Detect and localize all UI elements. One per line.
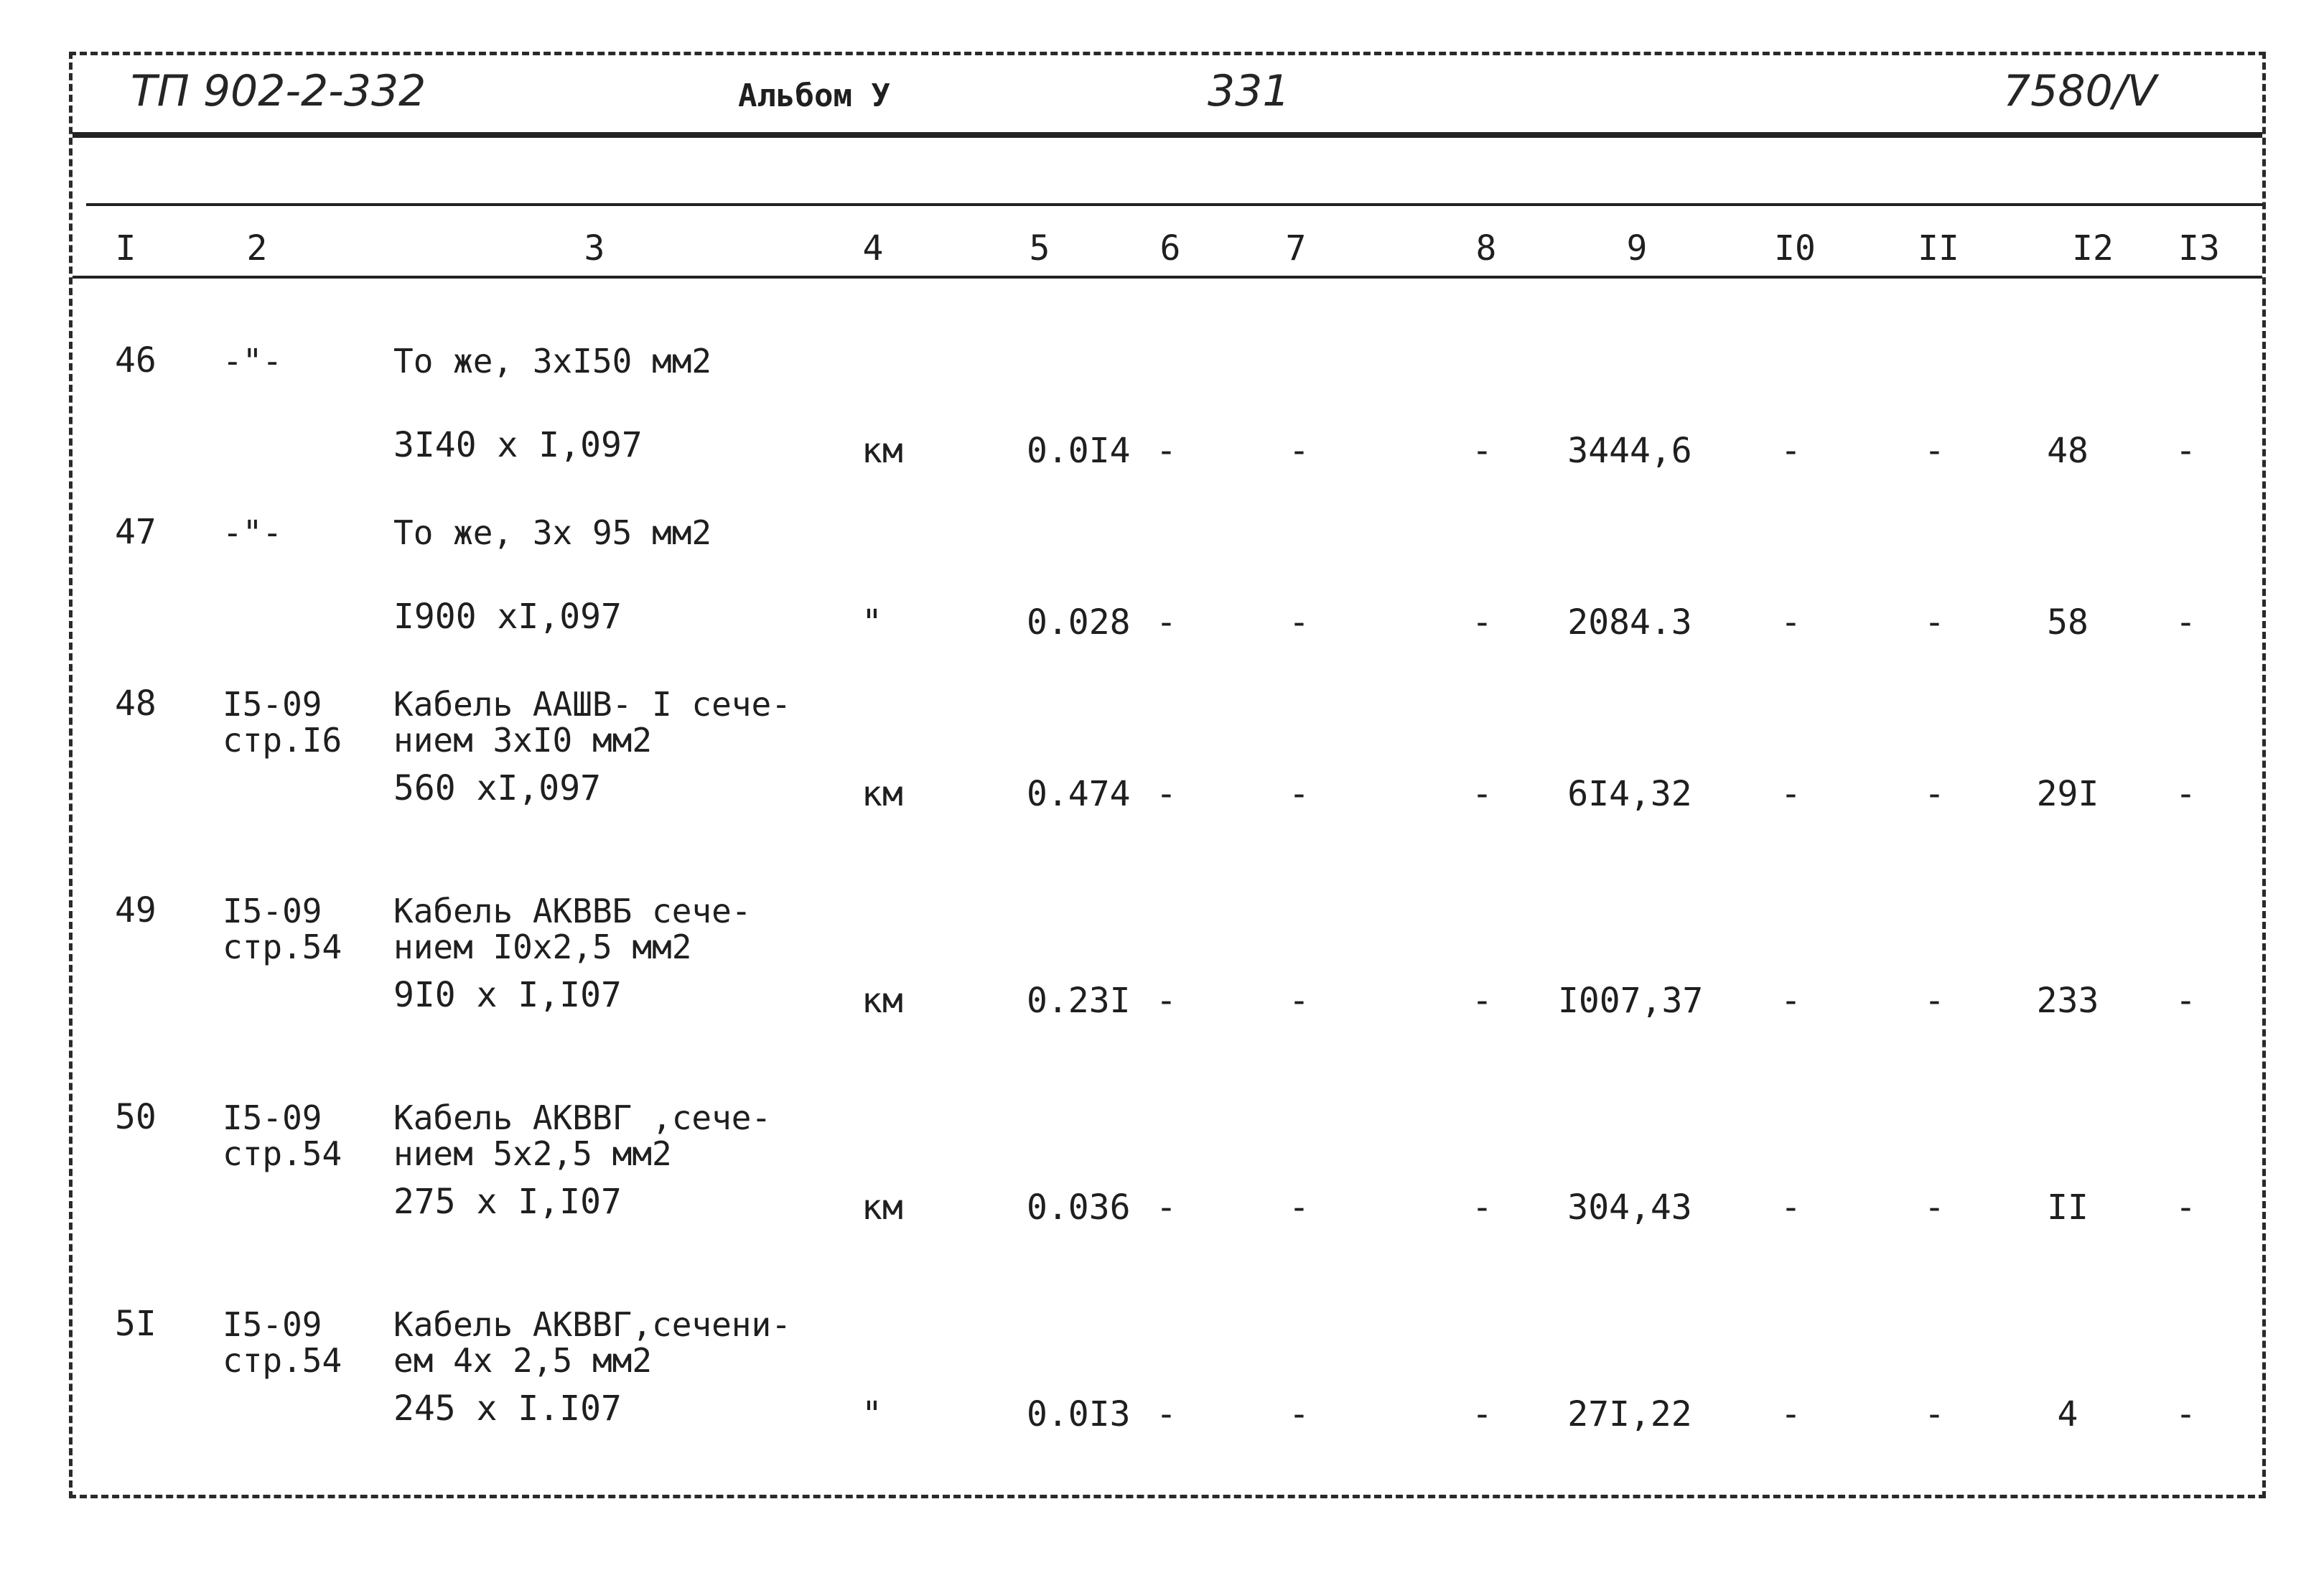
album-label: Альбом У [738,78,890,114]
row-col9: 6I4,32 [1567,774,1692,814]
row-col8: - [1472,981,1493,1021]
row-col10: - [1781,1187,1801,1228]
column-header-rule [73,276,2262,279]
page-number: 331 [1208,66,1290,116]
row-number: 47 [115,512,157,552]
row-col6: - [1156,981,1177,1021]
row-col5: 0.23I [1027,981,1131,1021]
row-col11: - [1924,774,1945,814]
row-description: То же, 3хI50 мм2 [393,342,712,381]
column-header-12: I2 [2072,228,2114,269]
row-col7: - [1289,1187,1310,1228]
row-col12: 233 [2036,981,2099,1021]
doc-code: ТП 902-2-332 [131,66,426,116]
row-description: То же, 3х 95 мм2 [393,513,712,552]
row-formula: 9I0 х I,I07 [393,975,622,1015]
column-header-8: 8 [1475,228,1497,269]
sheet-code: 7580/V [2003,66,2157,116]
row-unit: " [862,1394,882,1434]
column-header-6: 6 [1159,228,1181,269]
row-col12: 48 [2047,431,2089,471]
row-col5: 0.028 [1027,602,1131,643]
row-number: 48 [115,683,157,724]
column-header-4: 4 [862,228,884,269]
row-col10: - [1781,774,1801,814]
column-header-3: 3 [584,228,605,269]
row-col10: - [1781,431,1801,471]
row-col13: - [2175,431,2196,471]
column-header-11: II [1918,228,1959,269]
row-reference: I5-09 стр.54 [223,892,342,966]
row-col13: - [2175,774,2196,814]
row-col6: - [1156,774,1177,814]
row-col13: - [2175,1187,2196,1228]
row-col5: 0.0I4 [1027,431,1131,471]
row-col13: - [2175,981,2196,1021]
row-formula: I900 хI,097 [393,597,622,637]
row-col7: - [1289,981,1310,1021]
row-unit: км [862,1187,903,1228]
column-header-1: I [115,228,136,269]
row-col8: - [1472,602,1493,643]
row-description: Кабель ААШВ- I сече- нием 3хI0 мм2 [393,685,791,760]
row-col9: 2084.3 [1567,602,1692,643]
row-col8: - [1472,1394,1493,1434]
row-col11: - [1924,981,1945,1021]
row-col12: 29I [2036,774,2099,814]
row-col8: - [1472,774,1493,814]
row-col11: - [1924,602,1945,643]
row-col10: - [1781,1394,1801,1434]
row-number: 49 [115,890,157,930]
row-col5: 0.036 [1027,1187,1131,1228]
row-col12: II [2047,1187,2089,1228]
row-formula: 245 х I.I07 [393,1388,622,1429]
row-reference: I5-09 стр.I6 [223,685,342,760]
row-unit: км [862,431,903,471]
row-col7: - [1289,602,1310,643]
row-formula: 275 х I,I07 [393,1182,622,1222]
row-unit: км [862,774,903,814]
row-col11: - [1924,1394,1945,1434]
row-reference: I5-09 стр.54 [223,1305,342,1380]
row-number: 46 [115,340,157,381]
row-unit: " [862,602,882,643]
row-col12: 4 [2057,1394,2078,1434]
column-header-7: 7 [1285,228,1307,269]
column-header-10: I0 [1774,228,1816,269]
row-unit: км [862,981,903,1021]
row-col9: 27I,22 [1567,1394,1692,1434]
row-description: Кабель АКВВГ ,сече- нием 5х2,5 мм2 [393,1098,772,1173]
column-header-13: I3 [2178,228,2220,269]
row-col9: 304,43 [1567,1187,1692,1228]
row-col7: - [1289,774,1310,814]
row-col7: - [1289,431,1310,471]
column-header-9: 9 [1626,228,1648,269]
row-col9: I007,37 [1558,981,1704,1021]
row-col6: - [1156,602,1177,643]
row-col5: 0.474 [1027,774,1131,814]
row-col10: - [1781,602,1801,643]
header-rule-thick [73,132,2262,138]
row-col11: - [1924,1187,1945,1228]
row-col5: 0.0I3 [1027,1394,1131,1434]
row-col6: - [1156,1187,1177,1228]
row-col12: 58 [2047,602,2089,643]
row-number: 50 [115,1097,157,1137]
row-col8: - [1472,1187,1493,1228]
row-col11: - [1924,431,1945,471]
row-description: Кабель АКВВБ сече- нием I0х2,5 мм2 [393,892,752,966]
row-reference: -"- [223,513,283,552]
row-number: 5I [115,1304,157,1344]
row-col6: - [1156,1394,1177,1434]
row-formula: 3I40 х I,097 [393,425,643,465]
row-col13: - [2175,602,2196,643]
row-col6: - [1156,431,1177,471]
row-description: Кабель АКВВГ,сечени- ем 4х 2,5 мм2 [393,1305,791,1380]
row-col9: 3444,6 [1567,431,1692,471]
row-col7: - [1289,1394,1310,1434]
row-reference: I5-09 стр.54 [223,1098,342,1173]
row-col10: - [1781,981,1801,1021]
row-col13: - [2175,1394,2196,1434]
row-formula: 560 хI,097 [393,768,601,808]
header-rule-thin [86,203,2262,206]
row-col8: - [1472,431,1493,471]
row-reference: -"- [223,342,283,381]
column-header-2: 2 [246,228,268,269]
column-header-5: 5 [1029,228,1050,269]
